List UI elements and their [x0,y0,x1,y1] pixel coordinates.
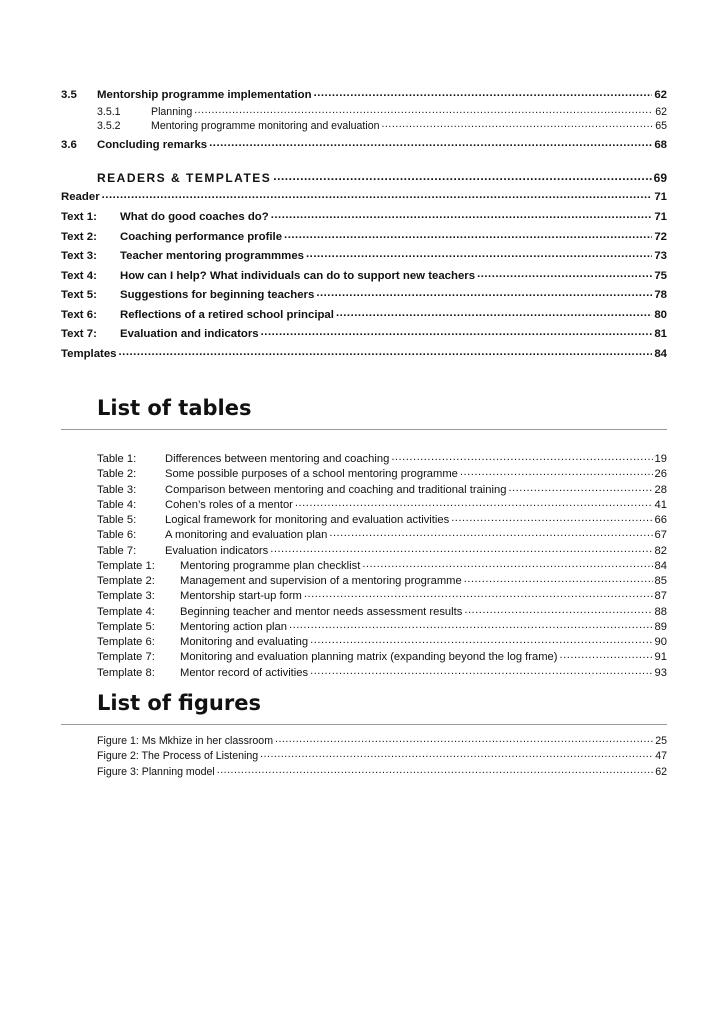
table-list-item[interactable] [97,466,667,480]
dot-leader [261,326,653,337]
toc-title: Mentoring programme monitoring and evaluation [151,119,380,132]
toc-number: Template 5: [97,620,155,633]
toc-title: READERS & TEMPLATES [97,171,272,185]
toc-title: What do good coaches do? [120,211,269,224]
toc-number: Table 7: [97,544,137,557]
dot-leader [289,619,653,630]
dot-leader [119,346,653,357]
toc-title: Cohen’s roles of a mentor [165,498,293,511]
toc-number: Text 5: [61,289,97,302]
toc-page: 84 [654,348,667,361]
dot-leader [336,307,652,318]
figure-list-item[interactable] [97,764,667,778]
toc-page: 75 [654,269,667,282]
toc-page: 78 [654,289,667,302]
toc-number: Table 3: [97,483,137,496]
toc-page: 62 [654,89,667,102]
dot-leader [464,604,652,615]
toc-title: Figure 3: Planning model [97,765,215,778]
toc-title: Management and supervision of a mentoring programme [180,575,462,588]
list-of-figures-heading: List of figures [97,691,261,715]
toc-title: How can I help? What individuals can do to support new teachers [120,269,476,282]
toc-number: Text 7: [61,328,97,341]
toc-page: 68 [654,139,667,152]
toc-title: Logical framework for monitoring and evaluation activities [165,514,450,527]
toc-page: 87 [654,590,667,603]
toc-number: Template 3: [97,590,155,603]
toc-entry-templates[interactable] [61,346,667,360]
dot-leader [271,209,653,220]
template-list-item[interactable] [97,604,667,618]
toc-page: 88 [654,605,667,618]
toc-page: 69 [653,171,667,185]
figure-list-item[interactable] [97,749,667,763]
dot-leader [194,104,653,115]
dot-leader [310,665,652,676]
toc-title: Mentor record of activities [180,666,309,679]
toc-title: Mentorship programme implementation [97,89,312,102]
table-list-item[interactable] [97,482,667,496]
template-list-item[interactable] [97,634,667,648]
toc-title: Monitoring and evaluation planning matrix (expanding beyond the log frame) [180,651,558,664]
toc-page: 25 [655,734,667,747]
dot-leader [273,170,651,182]
toc-title: Mentoring programme plan checklist [180,559,361,572]
template-list-item[interactable] [97,649,667,663]
toc-number: Table 5: [97,514,137,527]
toc-title: Planning [151,105,193,118]
toc-title: Teacher mentoring programmmes [120,250,304,263]
dot-leader [508,482,652,493]
dot-leader [451,512,652,523]
dot-leader [217,764,653,775]
toc-page: 67 [654,529,667,542]
toc-page: 41 [654,498,667,511]
toc-title: Evaluation indicators [165,544,269,557]
toc-page: 85 [654,575,667,588]
template-list-item[interactable] [97,619,667,633]
toc-page: 65 [655,119,667,132]
table-list-item[interactable] [97,527,667,541]
toc-number: Template 6: [97,636,155,649]
toc-number: Text 3: [61,250,97,263]
toc-title: Concluding remarks [97,139,208,152]
toc-page: 81 [654,328,667,341]
toc-page: 73 [654,250,667,263]
toc-page: 84 [654,559,667,572]
dot-leader [329,527,652,538]
toc-page: 71 [654,211,667,224]
toc-page: 93 [654,666,667,679]
template-list-item[interactable] [97,588,667,602]
toc-number: Template 8: [97,666,155,679]
toc-title: Some possible purposes of a school mentoring programme [165,468,458,481]
toc-number: Template 4: [97,605,155,618]
dot-leader [464,573,653,584]
toc-page: 72 [654,230,667,243]
section-divider [61,429,667,430]
toc-number: Template 1: [97,559,155,572]
table-list-item[interactable] [97,497,667,511]
table-list-item[interactable] [97,451,667,465]
toc-number: 3.6 [61,139,77,152]
toc-page: 91 [654,651,667,664]
toc-number: Text 6: [61,308,97,321]
dot-leader [391,451,652,462]
toc-number: Template 2: [97,575,155,588]
toc-number: 3.5.2 [97,119,121,132]
dot-leader [102,189,653,200]
toc-number: Table 2: [97,468,137,481]
dot-leader [477,268,652,279]
toc-page: 19 [654,453,667,466]
toc-entry-text[interactable] [61,307,667,321]
toc-entry-text[interactable] [61,326,667,340]
toc-page: 62 [655,105,667,118]
toc-entry-3-5-1[interactable] [97,104,667,118]
dot-leader [260,749,653,760]
toc-title: Comparison between mentoring and coaching and traditional training [165,483,507,496]
toc-page: 66 [654,514,667,527]
toc-number: Table 4: [97,498,137,511]
toc-title: Monitoring and evaluating [180,636,309,649]
template-list-item[interactable] [97,665,667,679]
dot-leader [381,118,653,129]
dot-leader [295,497,653,508]
toc-number: Text 2: [61,230,97,243]
toc-title: Coaching performance profile [120,230,283,243]
table-list-item[interactable] [97,543,667,557]
toc-page: 71 [654,191,667,204]
dot-leader [306,248,652,259]
figure-list-item[interactable] [97,733,667,747]
toc-entry-text[interactable] [61,268,667,282]
template-list-item[interactable] [97,573,667,587]
toc-entry-text[interactable] [61,229,667,243]
toc-title: Mentoring action plan [180,620,287,633]
toc-title: Evaluation and indicators [120,328,259,341]
toc-title: Templates [61,348,117,361]
toc-title: A monitoring and evaluation plan [165,529,328,542]
dot-leader [560,649,653,660]
toc-number: 3.5 [61,89,77,102]
dot-leader [314,87,653,98]
toc-title: Beginning teacher and mentor needs assessment results [180,605,463,618]
dot-leader [284,229,652,240]
toc-entry-readers-templates[interactable] [97,170,667,185]
dot-leader [362,558,652,569]
template-list-item[interactable] [97,558,667,572]
toc-page: 26 [654,468,667,481]
toc-entry-text[interactable] [61,248,667,262]
dot-leader [310,634,652,645]
toc-title: Figure 2: The Process of Listening [97,750,259,763]
toc-title: Differences between mentoring and coaching [165,453,390,466]
dot-leader [209,137,652,148]
toc-page: 47 [655,750,667,763]
toc-title: Figure 1: Ms Mkhize in her classroom [97,734,274,747]
toc-page: 28 [654,483,667,496]
toc-entry-3-6[interactable] [61,137,667,151]
toc-number: 3.5.1 [97,105,121,118]
toc-entry-text[interactable] [61,287,667,301]
toc-page: 82 [654,544,667,557]
toc-entry-reader[interactable] [61,189,667,203]
toc-number: Table 1: [97,453,137,466]
toc-entry-3-5[interactable] [61,87,667,101]
toc-page: 89 [654,620,667,633]
toc-title: Mentorship start-up form [180,590,302,603]
toc-title: Reader [61,191,100,204]
dot-leader [304,588,653,599]
dot-leader [270,543,652,554]
toc-number: Text 1: [61,211,97,224]
dot-leader [275,733,653,744]
dot-leader [460,466,653,477]
toc-entry-text[interactable] [61,209,667,223]
toc-page: 62 [655,765,667,778]
toc-number: Template 7: [97,651,155,664]
toc-entry-3-5-2[interactable] [97,118,667,132]
toc-title: Suggestions for beginning teachers [120,289,315,302]
toc-page: 80 [654,308,667,321]
toc-number: Table 6: [97,529,137,542]
table-list-item[interactable] [97,512,667,526]
toc-number: Text 4: [61,269,97,282]
list-of-tables-heading: List of tables [97,396,252,420]
dot-leader [316,287,652,298]
toc-title: Reflections of a retired school principal [120,308,334,321]
toc-page: 90 [654,636,667,649]
section-divider [61,724,667,725]
